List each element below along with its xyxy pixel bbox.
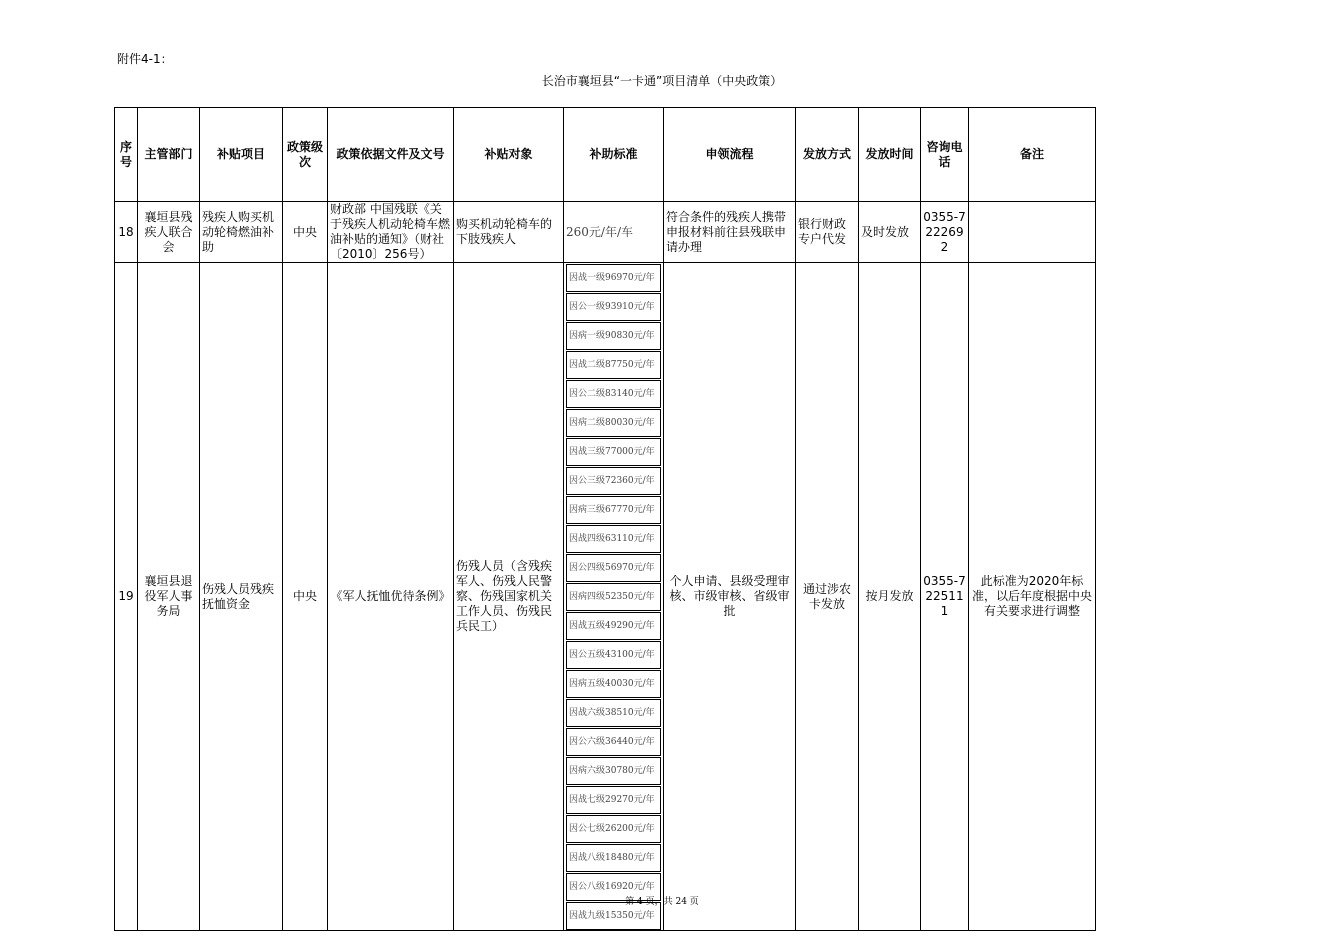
standard-item: 因公八级16920元/年 — [566, 873, 661, 901]
standard-list — [566, 263, 661, 930]
payment-method-cell: 银行财政专户代发 — [796, 202, 859, 263]
header-cell: 序号 — [115, 108, 138, 202]
standard-item: 因病四级52350元/年 — [566, 583, 661, 611]
header-cell: 主管部门 — [138, 108, 200, 202]
standard-item: 因战一级96970元/年 — [566, 264, 661, 292]
standard-item: 因战九级15350元/年 — [566, 902, 661, 930]
subsidy-target-cell: 伤残人员（含残疾军人、伤残人民警察、伤残国家机关工作人员、伤残民兵民工） — [454, 263, 564, 931]
standard-item: 因战三级77000元/年 — [566, 438, 661, 466]
header-cell: 政策依据文件及文号 — [328, 108, 454, 202]
header-cell: 发放方式 — [796, 108, 859, 202]
application-process-cell: 个人申请、县级受理审核、市级审核、省级审批 — [664, 263, 796, 931]
header-cell: 补贴项目 — [200, 108, 283, 202]
standard-item: 因公四级56970元/年 — [566, 554, 661, 582]
standard-item: 因公七级26200元/年 — [566, 815, 661, 843]
payment-method-cell: 通过涉农卡发放 — [796, 263, 859, 931]
standard-item: 因公五级43100元/年 — [566, 641, 661, 669]
standard-item: 因病三级67770元/年 — [566, 496, 661, 524]
payment-time-cell: 按月发放 — [859, 263, 921, 931]
standard-item: 因战六级38510元/年 — [566, 699, 661, 727]
standard-item: 因公六级36440元/年 — [566, 728, 661, 756]
standard-item: 因战八级18480元/年 — [566, 844, 661, 872]
note-cell — [969, 202, 1096, 263]
standard-item: 因战五级49290元/年 — [566, 612, 661, 640]
header-cell: 备注 — [969, 108, 1096, 202]
project-table — [114, 107, 1096, 931]
header-cell: 补贴对象 — [454, 108, 564, 202]
department-cell: 襄垣县退役军人事务局 — [138, 263, 200, 931]
standard-item: 因战七级29270元/年 — [566, 786, 661, 814]
policy-level-cell: 中央 — [283, 202, 328, 263]
header-cell: 咨询电话 — [921, 108, 969, 202]
policy-basis-cell: 财政部 中国残联《关于残疾人机动轮椅车燃油补贴的通知》（财社〔2010〕256号） — [328, 202, 454, 263]
header-cell: 发放时间 — [859, 108, 921, 202]
page-footer: 第 4 页，共 24 页 — [625, 897, 699, 907]
standard-item: 因病六级30780元/年 — [566, 757, 661, 785]
subsidy-item-cell: 伤残人员残疾抚恤资金 — [200, 263, 283, 931]
phone-cell: 0355-7225111 — [921, 263, 969, 931]
subsidy-standard-cell: 260元/年/车 — [564, 202, 664, 263]
standard-item: 因战四级63110元/年 — [566, 525, 661, 553]
document-title: 长治市襄垣县“一卡通”项目清单（中央政策） — [541, 74, 783, 88]
policy-basis-cell: 《军人抚恤优待条例》 — [328, 263, 454, 931]
header-cell: 申领流程 — [664, 108, 796, 202]
standard-item: 因病二级80030元/年 — [566, 409, 661, 437]
subsidy-item-cell: 残疾人购买机动轮椅燃油补助 — [200, 202, 283, 263]
standard-item: 因病五级40030元/年 — [566, 670, 661, 698]
application-process-cell: 符合条件的残疾人携带申报材料前往县残联申请办理 — [664, 202, 796, 263]
row-number: 19 — [115, 263, 138, 931]
header-cell: 补助标准 — [564, 108, 664, 202]
row-number: 18 — [115, 202, 138, 263]
standard-item: 因公一级93910元/年 — [566, 293, 661, 321]
attachment-label: 附件4-1： — [117, 52, 173, 66]
subsidy-target-cell: 购买机动轮椅车的下肢残疾人 — [454, 202, 564, 263]
table-row — [115, 202, 1096, 263]
payment-time-cell: 及时发放 — [859, 202, 921, 263]
standard-item: 因病一级90830元/年 — [566, 322, 661, 350]
standard-item: 因公二级83140元/年 — [566, 380, 661, 408]
note-cell: 此标准为2020年标准，以后年度根据中央有关要求进行调整 — [969, 263, 1096, 931]
subsidy-standard-cell — [564, 263, 664, 931]
standard-item: 因公三级72360元/年 — [566, 467, 661, 495]
policy-level-cell: 中央 — [283, 263, 328, 931]
header-cell: 政策级次 — [283, 108, 328, 202]
standard-item: 因战二级87750元/年 — [566, 351, 661, 379]
table-header-row — [115, 108, 1096, 202]
table-row — [115, 263, 1096, 931]
department-cell: 襄垣县残疾人联合会 — [138, 202, 200, 263]
phone-cell: 0355-7222692 — [921, 202, 969, 263]
